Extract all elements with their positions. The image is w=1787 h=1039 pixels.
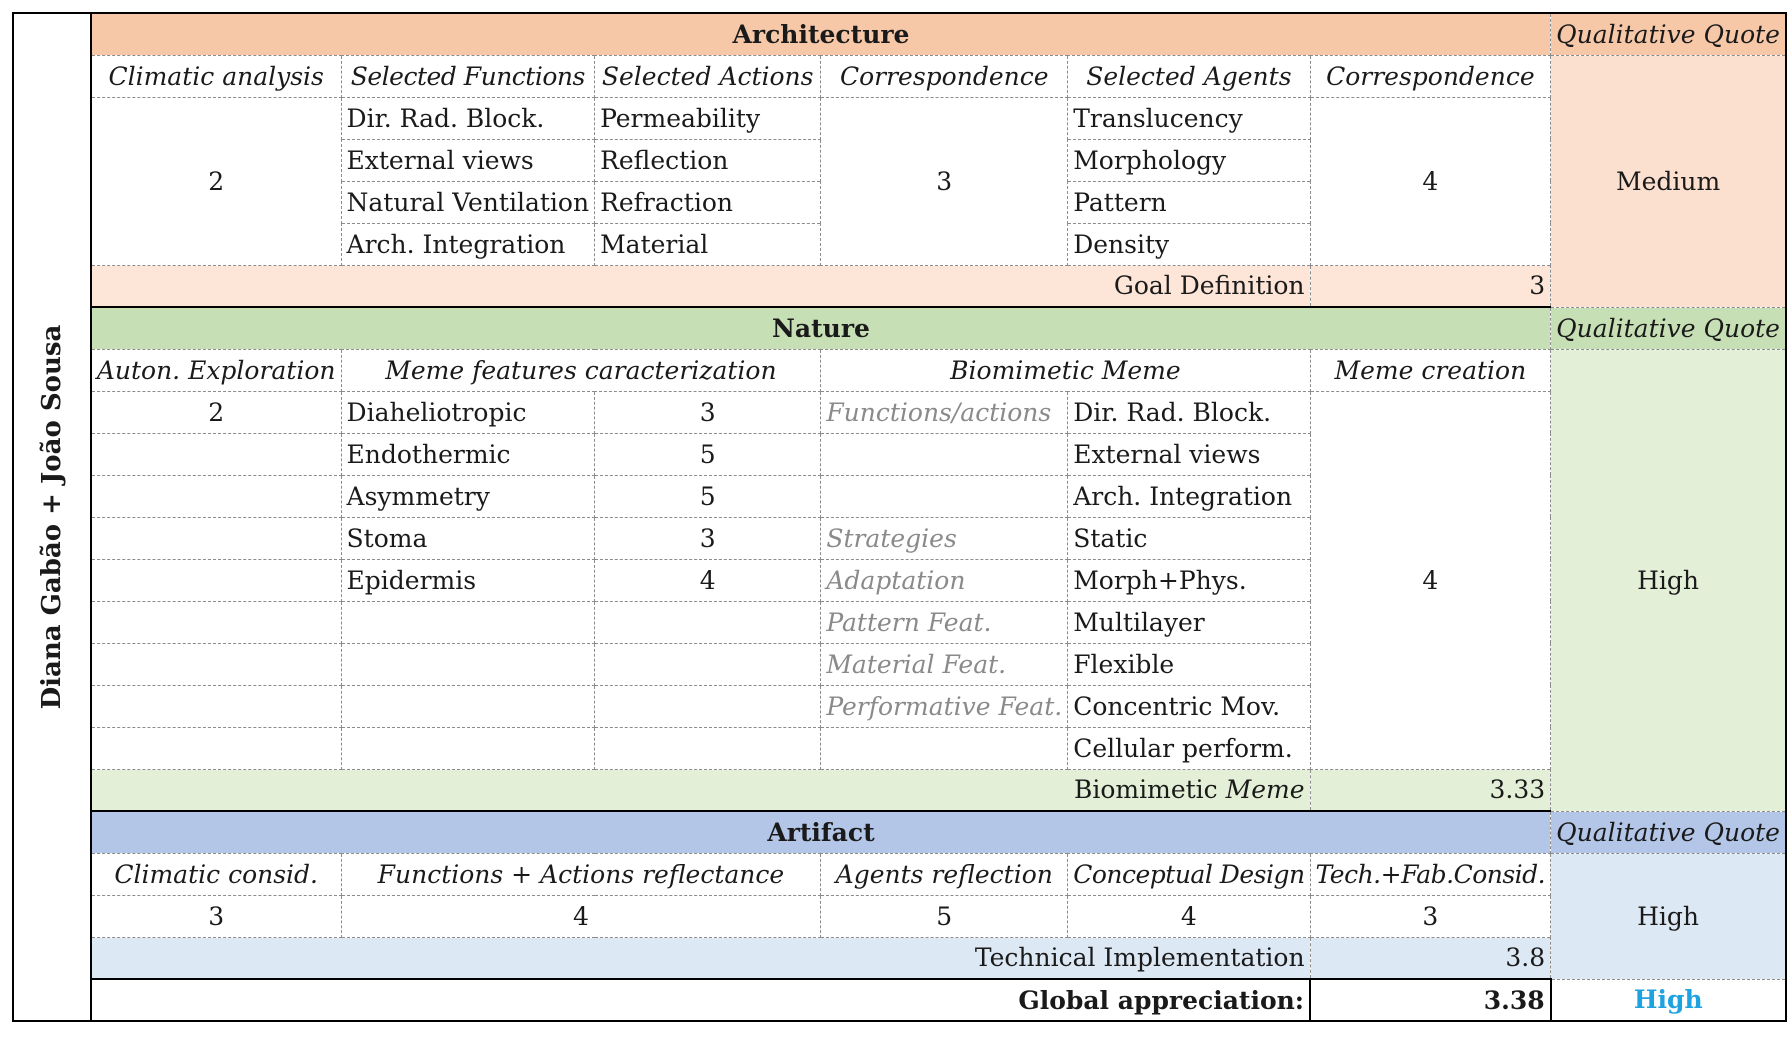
meme-category: Material Feat. bbox=[821, 643, 1068, 685]
meme-category: Pattern Feat. bbox=[821, 601, 1068, 643]
author-name: Diana Gabão + João Sousa bbox=[36, 324, 67, 710]
empty-cell bbox=[595, 727, 821, 769]
empty-cell bbox=[341, 601, 595, 643]
action-item: Material bbox=[595, 223, 821, 265]
feature-name: Stoma bbox=[341, 517, 595, 559]
agent-item: Morphology bbox=[1068, 139, 1310, 181]
meme-category bbox=[821, 433, 1068, 475]
header-selected-functions: Selected Functions bbox=[341, 55, 595, 97]
feature-name: Asymmetry bbox=[341, 475, 595, 517]
goal-definition-value: 3 bbox=[1310, 265, 1551, 307]
auton-exploration-value: 2 bbox=[91, 391, 341, 433]
header-correspondence-2: Correspondence bbox=[1310, 55, 1551, 97]
agent-item: Translucency bbox=[1068, 97, 1310, 139]
empty-cell bbox=[341, 643, 595, 685]
artifact-value: 4 bbox=[341, 895, 821, 937]
empty-cell bbox=[91, 601, 341, 643]
feature-name: Endothermic bbox=[341, 433, 595, 475]
feature-score: 5 bbox=[595, 475, 821, 517]
feature-score: 3 bbox=[595, 391, 821, 433]
artifact-title: Artifact bbox=[91, 811, 1551, 853]
nature-quote-label: Qualitative Quote bbox=[1551, 307, 1786, 349]
climatic-analysis-value: 2 bbox=[91, 97, 341, 265]
empty-cell bbox=[91, 727, 341, 769]
meme-item: Morph+Phys. bbox=[1068, 559, 1310, 601]
feature-score: 3 bbox=[595, 517, 821, 559]
architecture-quote-value: Medium bbox=[1551, 55, 1786, 307]
biomimetic-meme-value: 3.33 bbox=[1310, 769, 1551, 811]
empty-cell bbox=[91, 559, 341, 601]
artifact-quote-value: High bbox=[1551, 853, 1786, 979]
architecture-title: Architecture bbox=[91, 13, 1551, 55]
global-appreciation-label: Global appreciation: bbox=[91, 979, 1310, 1021]
empty-cell bbox=[595, 685, 821, 727]
action-item: Permeability bbox=[595, 97, 821, 139]
function-item: External views bbox=[341, 139, 595, 181]
meme-category: Adaptation bbox=[821, 559, 1068, 601]
header-climatic-consid: Climatic consid. bbox=[91, 853, 341, 895]
empty-cell bbox=[595, 643, 821, 685]
biomimetic-meme-label bbox=[91, 769, 1310, 811]
empty-cell bbox=[341, 685, 595, 727]
header-meme-creation: Meme creation bbox=[1310, 349, 1551, 391]
nature-title: Nature bbox=[91, 307, 1551, 349]
feature-score: 5 bbox=[595, 433, 821, 475]
artifact-value: 5 bbox=[821, 895, 1068, 937]
header-climatic-analysis: Climatic analysis bbox=[91, 55, 341, 97]
correspondence-2-value: 4 bbox=[1310, 97, 1551, 265]
feature-name: Epidermis bbox=[341, 559, 595, 601]
meme-item: Flexible bbox=[1068, 643, 1310, 685]
empty-cell bbox=[91, 475, 341, 517]
correspondence-1-value: 3 bbox=[821, 97, 1068, 265]
biomimetic-meme-label-plain: Biomimetic bbox=[1074, 775, 1218, 805]
function-item: Dir. Rad. Block. bbox=[341, 97, 595, 139]
feature-name: Diaheliotropic bbox=[341, 391, 595, 433]
architecture-quote-label: Qualitative Quote bbox=[1551, 13, 1786, 55]
evaluation-table bbox=[12, 12, 1787, 1022]
header-correspondence-1: Correspondence bbox=[821, 55, 1068, 97]
meme-item: Multilayer bbox=[1068, 601, 1310, 643]
header-biomimetic-meme: Biomimetic Meme bbox=[821, 349, 1310, 391]
agent-item: Density bbox=[1068, 223, 1310, 265]
meme-item: Concentric Mov. bbox=[1068, 685, 1310, 727]
meme-item: Arch. Integration bbox=[1068, 475, 1310, 517]
goal-definition-label: Goal Definition bbox=[91, 265, 1310, 307]
meme-category bbox=[821, 727, 1068, 769]
empty-cell bbox=[91, 433, 341, 475]
action-item: Refraction bbox=[595, 181, 821, 223]
meme-item: Dir. Rad. Block. bbox=[1068, 391, 1310, 433]
feature-score: 4 bbox=[595, 559, 821, 601]
agent-item: Pattern bbox=[1068, 181, 1310, 223]
meme-item: Cellular perform. bbox=[1068, 727, 1310, 769]
artifact-value: 3 bbox=[1310, 895, 1551, 937]
technical-implementation-label: Technical Implementation bbox=[91, 937, 1310, 979]
artifact-value: 4 bbox=[1068, 895, 1310, 937]
header-functions-actions-reflectance: Functions + Actions reflectance bbox=[341, 853, 821, 895]
action-item: Reflection bbox=[595, 139, 821, 181]
meme-category bbox=[821, 475, 1068, 517]
header-tech-fab-consid: Tech.+Fab.Consid. bbox=[1310, 853, 1551, 895]
biomimetic-meme-label-italic: Meme bbox=[1225, 775, 1305, 805]
meme-item: Static bbox=[1068, 517, 1310, 559]
empty-cell bbox=[91, 685, 341, 727]
meme-creation-value: 4 bbox=[1310, 391, 1551, 769]
empty-cell bbox=[91, 643, 341, 685]
meme-item: External views bbox=[1068, 433, 1310, 475]
header-selected-actions: Selected Actions bbox=[595, 55, 821, 97]
global-appreciation-quote: High bbox=[1551, 979, 1786, 1021]
meme-category: Performative Feat. bbox=[821, 685, 1068, 727]
header-selected-agents: Selected Agents bbox=[1068, 55, 1310, 97]
technical-implementation-value: 3.8 bbox=[1310, 937, 1551, 979]
header-agents-reflection: Agents reflection bbox=[821, 853, 1068, 895]
artifact-value: 3 bbox=[91, 895, 341, 937]
artifact-quote-label: Qualitative Quote bbox=[1551, 811, 1786, 853]
function-item: Arch. Integration bbox=[341, 223, 595, 265]
header-conceptual-design: Conceptual Design bbox=[1068, 853, 1310, 895]
empty-cell bbox=[341, 727, 595, 769]
global-appreciation-value: 3.38 bbox=[1310, 979, 1551, 1021]
function-item: Natural Ventilation bbox=[341, 181, 595, 223]
empty-cell bbox=[595, 601, 821, 643]
meme-category: Functions/actions bbox=[821, 391, 1068, 433]
empty-cell bbox=[91, 517, 341, 559]
header-meme-features: Meme features caracterization bbox=[341, 349, 821, 391]
meme-category: Strategies bbox=[821, 517, 1068, 559]
author-cell bbox=[13, 13, 91, 1021]
nature-quote-value: High bbox=[1551, 349, 1786, 811]
header-auton-exploration: Auton. Exploration bbox=[91, 349, 341, 391]
